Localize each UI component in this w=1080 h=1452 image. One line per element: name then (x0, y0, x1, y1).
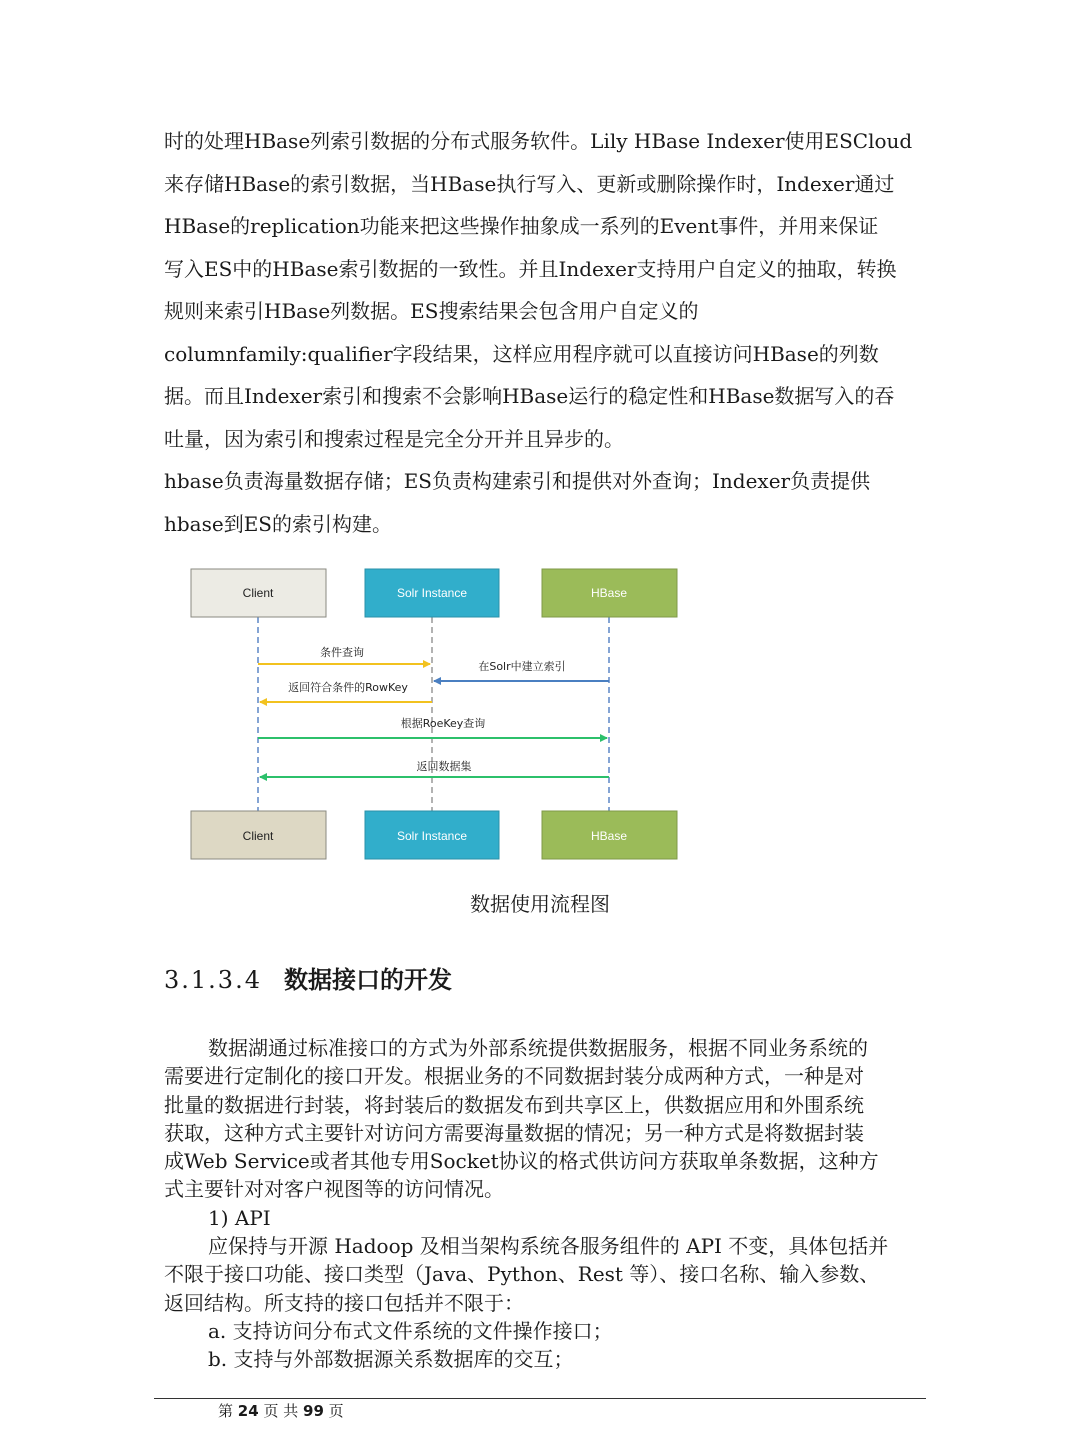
text-line: 时的处理HBase列索引数据的分布式服务软件。Lily HBase Indexer使用ESCloud (164, 129, 913, 153)
msg-label-rowkey-query: 根据RoeKey查询 (400, 717, 486, 730)
msg-label-return-dataset: 返回数据集 (416, 760, 472, 773)
hbase-box-bottom-label: HBase (590, 829, 628, 843)
text-line: 获取，这种方式主要针对访问方需要海量数据的情况；另一种方式是将数据封装 (164, 1120, 864, 1145)
solr-box-top-label: Solr Instance (396, 586, 468, 600)
section-title: 数据接口的开发 (283, 965, 452, 994)
section-heading (164, 960, 452, 995)
text-line: 据。而且Indexer索引和搜索不会影响HBase运行的稳定性和HBase数据写入的吞 (164, 384, 895, 408)
text-line: hbase负责海量数据存储；ES负责构建索引和提供对外查询；Indexer负责提供 (164, 469, 871, 493)
text-line: 应保持与开源 Hadoop 及相当架构系统各服务组件的 API 不变，具体包括并 (208, 1234, 889, 1259)
current-page-number: 24 (237, 1402, 259, 1420)
text-line: 不限于接口功能、接口类型（Java、Python、Rest 等）、接口名称、输入参数、 (164, 1262, 880, 1287)
hbase-box-top-label: HBase (590, 586, 628, 600)
text-line: 成Web Service或者其他专用Socket协议的格式供访问方获取单条数据，这种方 (164, 1149, 879, 1174)
text-line: 写入ES中的HBase索引数据的一致性。并且Indexer支持用户自定义的抽取，转换 (164, 256, 897, 281)
text-line: 需要进行定制化的接口开发。根据业务的不同数据封装分成两种方式，一种是对 (164, 1064, 864, 1089)
client-box-top (191, 569, 326, 617)
solr-box-top (365, 569, 499, 617)
client-box-top-label: Client (242, 586, 274, 600)
text-line: 数据湖通过标准接口的方式为外部系统提供数据服务，根据不同业务系统的 (208, 1036, 868, 1060)
hbase-box-top (542, 569, 677, 617)
text-line: 式主要针对对客户视图等的访问情况。 (164, 1177, 504, 1202)
text-line: 来存储HBase的索引数据，当HBase执行写入、更新或删除操作时，Indexer通过 (164, 171, 895, 196)
footer-suffix: 页 (328, 1402, 344, 1420)
footer-divider (154, 1398, 926, 1399)
msg-label-build-index: 在Solr中建立索引 (478, 660, 566, 673)
text-line: HBase的replication功能来把这些操作抽象成一系列的Event事件，并用来保证 (164, 214, 879, 238)
text-line: 规则来索引HBase列数据。ES搜索结果会包含用户自定义的 (164, 299, 699, 323)
paragraph-2 (164, 1034, 924, 1374)
list-item: b. 支持与外部数据源关系数据库的交互； (208, 1347, 574, 1372)
msg-label-return-rowkey: 返回符合条件的RowKey (288, 681, 408, 694)
text-line: 吐量，因为索引和搜索过程是完全分开并且异步的。 (164, 426, 624, 451)
section-number: 3.1.3.4 (164, 966, 262, 994)
text-line: columnfamily:qualifier字段结果，这样应用程序就可以直接访问HBase的列数 (164, 341, 879, 366)
footer-middle: 页 共 (263, 1402, 299, 1420)
list-item: a. 支持访问分布式文件系统的文件操作接口； (208, 1318, 613, 1343)
footer-prefix: 第 (218, 1402, 234, 1420)
text-line: 返回结构。所支持的接口包括并不限于： (164, 1290, 524, 1315)
paragraph-1 (164, 120, 924, 545)
solr-box-bottom (365, 811, 499, 859)
client-box-bottom (191, 811, 326, 859)
text-line: 批量的数据进行封装，将封装后的数据发布到共享区上，供数据应用和外围系统 (164, 1092, 864, 1117)
client-box-bottom-label: Client (242, 829, 274, 843)
text-line: hbase到ES的索引构建。 (164, 511, 393, 536)
page-footer (218, 1400, 344, 1421)
total-page-count: 99 (303, 1402, 324, 1420)
figure-caption: 数据使用流程图 (470, 892, 610, 916)
solr-box-bottom-label: Solr Instance (396, 829, 468, 843)
hbase-box-bottom (542, 811, 677, 859)
list-heading-api: 1) API (208, 1205, 271, 1230)
msg-label-condition-query: 条件查询 (320, 646, 364, 659)
